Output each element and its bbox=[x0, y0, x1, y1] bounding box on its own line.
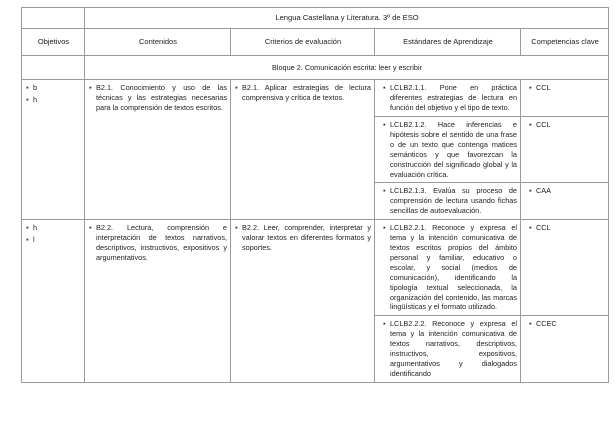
bullet-icon: ▪ bbox=[529, 223, 532, 233]
bullet-icon: ▪ bbox=[529, 319, 532, 329]
bullet-icon: ▪ bbox=[529, 83, 532, 92]
bullet-icon: ▪ bbox=[383, 83, 386, 92]
bullet-icon: ▪ bbox=[383, 120, 386, 129]
list-item: ▪ h bbox=[26, 95, 81, 107]
bullet-icon: ▪ bbox=[383, 186, 386, 196]
estandar-cell: ▪ LCLB2.1.2. Hace inferencias e hipótesis sobre el sentido de una frase o de un texto que contenga matices semánticos y que favorezcan la construcción del significado global y la evaluación crítica. bbox=[375, 117, 521, 183]
block-title: Bloque 2. Comunicación escrita: leer y escribir bbox=[85, 56, 609, 80]
bullet-icon: ▪ bbox=[26, 83, 29, 92]
objetivos-cell bbox=[22, 80, 85, 220]
bullet-icon: ▪ bbox=[235, 83, 238, 92]
estandar-cell: ▪ LCLB2.1.3. Evalúa su proceso de comprensión de lectura usando fichas sencillas de autoevaluación. bbox=[375, 183, 521, 220]
bullet-icon: ▪ bbox=[26, 223, 29, 233]
bullet-icon: ▪ bbox=[529, 120, 532, 129]
list-item: ▪ h bbox=[26, 223, 81, 235]
curriculum-table bbox=[21, 7, 609, 383]
competencia-cell: ▪ CCL bbox=[521, 117, 609, 183]
header-objetivos: Objetivos bbox=[22, 29, 85, 56]
bullet-icon: ▪ bbox=[89, 83, 92, 92]
estandar-cell: ▪ LCLB2.2.2. Reconoce y expresa el tema y la intención comunicativa de textos narrativos, descriptivos, instructivos, expositivos, argumentativos y dialogados identificando bbox=[375, 316, 521, 382]
empty-corner-cell bbox=[22, 8, 85, 29]
criterio-cell: ▪ B2.2. Leer, comprender, interpretar y valorar textos en diferentes formatos y soportes. bbox=[231, 220, 375, 383]
objetivos-cell bbox=[22, 220, 85, 383]
competencia-cell: ▪ CAA bbox=[521, 183, 609, 220]
competencia-cell: ▪ CCL bbox=[521, 220, 609, 316]
empty-block-cell bbox=[22, 56, 85, 80]
bullet-icon: ▪ bbox=[383, 223, 386, 233]
estandar-cell: ▪ LCLB2.1.1. Pone en práctica diferentes estrategias de lectura en función del objetivo y el tipo de texto. bbox=[375, 80, 521, 117]
competencia-cell: ▪ CCL bbox=[521, 80, 609, 117]
list-item: ▪ l bbox=[26, 235, 81, 247]
bullet-icon: ▪ bbox=[529, 186, 532, 196]
competencia-cell: ▪ CCEC bbox=[521, 316, 609, 382]
bullet-icon: ▪ bbox=[383, 319, 386, 329]
header-competencias: Competencias clave bbox=[521, 29, 609, 56]
header-criterios: Criterios de evaluación bbox=[231, 29, 375, 56]
contenido-cell: ▪ B2.2. Lectura, comprensión e interpretación de textos narrativos, descriptivos, instructivos, expositivos y argumentativos. bbox=[85, 220, 231, 383]
header-estandares: Estándares de Aprendizaje bbox=[375, 29, 521, 56]
list-item: ▪ b bbox=[26, 83, 81, 95]
criterio-cell: ▪ B2.1. Aplicar estrategias de lectura comprensiva y crítica de textos. bbox=[231, 80, 375, 220]
curriculum-table-page bbox=[21, 7, 608, 383]
bullet-icon: ▪ bbox=[26, 95, 29, 104]
header-contenidos: Contenidos bbox=[85, 29, 231, 56]
subject-title: Lengua Castellana y Literatura. 3º de ESO bbox=[85, 8, 609, 29]
bullet-icon: ▪ bbox=[235, 223, 238, 233]
contenido-cell: ▪ B2.1. Conocimiento y uso de las técnicas y las estrategias necesarias para la comprensión de textos escritos. bbox=[85, 80, 231, 220]
bullet-icon: ▪ bbox=[89, 223, 92, 233]
bullet-icon: ▪ bbox=[26, 235, 29, 245]
estandar-cell: ▪ LCLB2.2.1. Reconoce y expresa el tema y la intención comunicativa de textos escritos propios del ámbito personal y familiar, educativo o escolar, y social (medios de comunicación), identificando la tipología textual seleccionada, la organización del contenido, las marcas lingüísticas y el formato utilizado. bbox=[375, 220, 521, 316]
